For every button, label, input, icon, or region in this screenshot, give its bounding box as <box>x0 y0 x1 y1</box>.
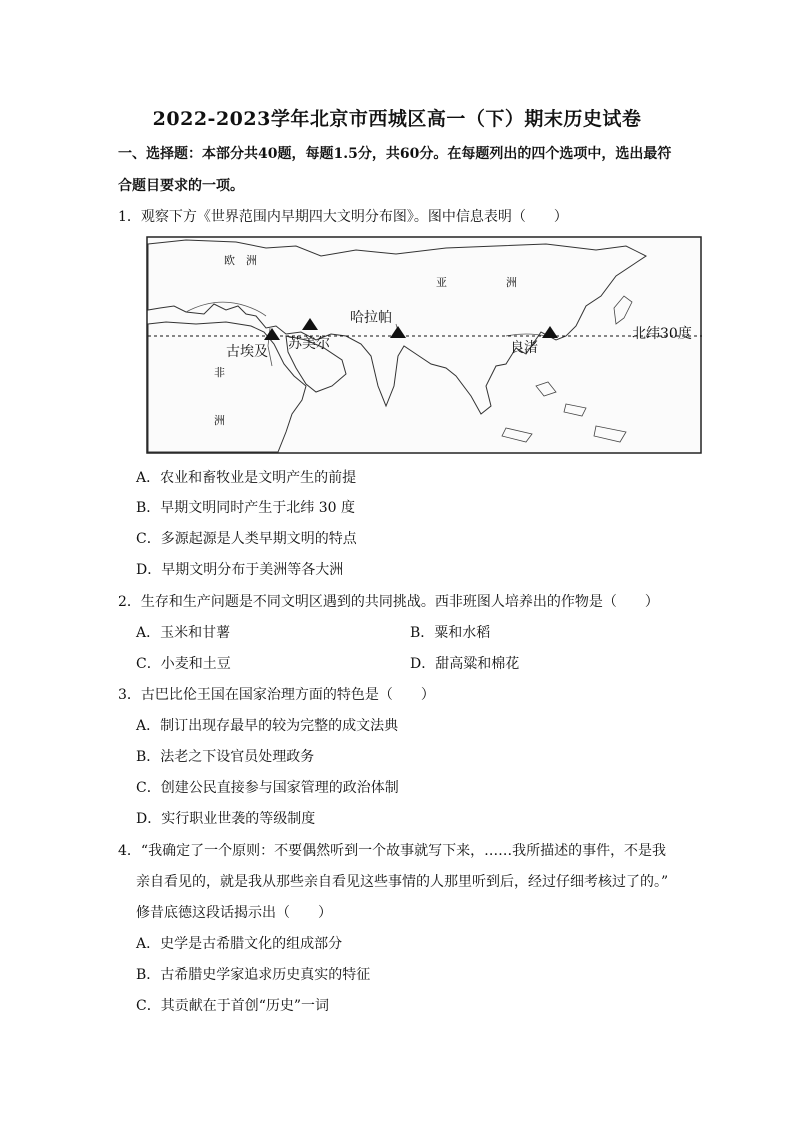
question-4-stem-line2: 亲自看见的，就是我从那些亲自看见这些事情的人那里听到后，经过仔细考核过了的。” <box>136 874 669 890</box>
label-africa-2: 洲 <box>214 414 225 427</box>
q3-option-d[interactable]: D．实行职业世袭的等级制度 <box>136 811 316 827</box>
label-asia-1: 亚 <box>436 276 447 289</box>
exam-title: 2022-2023学年北京市西城区高一（下）期末历史试卷 <box>152 108 642 130</box>
label-harappa: 哈拉帕 <box>350 310 392 326</box>
label-africa-1: 非 <box>214 366 225 379</box>
q4-option-b[interactable]: B．古希腊史学家追求历史真实的特征 <box>136 967 371 983</box>
q1-option-b[interactable]: B．早期文明同时产生于北纬 30 度 <box>136 500 356 516</box>
q4-option-c[interactable]: C．其贡献在于首创“历史”一词 <box>136 998 330 1014</box>
q2-option-d[interactable]: D．甜高粱和棉花 <box>410 656 520 672</box>
label-latitude-30n: 北纬30度 <box>632 326 692 342</box>
q3-option-b[interactable]: B．法老之下设官员处理政务 <box>136 749 315 765</box>
label-asia-2: 洲 <box>506 276 517 289</box>
q4-option-a[interactable]: A．史学是古希腊文化的组成部分 <box>136 936 343 952</box>
label-europe: 欧 洲 <box>224 254 257 267</box>
question-3-stem: 3．古巴比伦王国在国家治理方面的特色是（ ） <box>118 687 435 703</box>
world-civilizations-map <box>146 236 702 454</box>
q1-option-a[interactable]: A．农业和畜牧业是文明产生的前提 <box>136 470 357 486</box>
label-liangzhu: 良渚 <box>510 340 538 356</box>
label-sumer: 苏美尔 <box>288 336 330 352</box>
map-svg <box>146 236 702 454</box>
q2-option-b[interactable]: B．粟和水稻 <box>410 625 491 641</box>
q2-option-a[interactable]: A．玉米和甘薯 <box>136 625 231 641</box>
question-1-stem: 1．观察下方《世界范围内早期四大文明分布图》。图中信息表明（ ） <box>118 209 568 225</box>
q2-option-c[interactable]: C．小麦和土豆 <box>136 656 231 672</box>
q1-option-c[interactable]: C．多源起源是人类早期文明的特点 <box>136 531 357 547</box>
label-egypt: 古埃及 <box>226 344 268 360</box>
q1-option-d[interactable]: D．早期文明分布于美洲等各大洲 <box>136 562 344 578</box>
section-instructions-line1: 一、选择题：本部分共40题，每题1.5分，共60分。在每题列出的四个选项中，选出最符 <box>118 146 672 162</box>
q3-option-a[interactable]: A．制订出现存最早的较为完整的成文法典 <box>136 718 399 734</box>
section-instructions-line2: 合题目要求的一项。 <box>118 178 244 194</box>
q3-option-c[interactable]: C．创建公民直接参与国家管理的政治体制 <box>136 780 399 796</box>
question-2-stem: 2．生存和生产问题是不同文明区遇到的共同挑战。西非班图人培养出的作物是（ ） <box>118 594 659 610</box>
question-4-stem-line3: 修昔底德这段话揭示出（ ） <box>136 905 332 921</box>
question-4-stem-line1: 4．“我确定了一个原则：不要偶然听到一个故事就写下来，……我所描述的事件，不是我 <box>118 843 667 859</box>
